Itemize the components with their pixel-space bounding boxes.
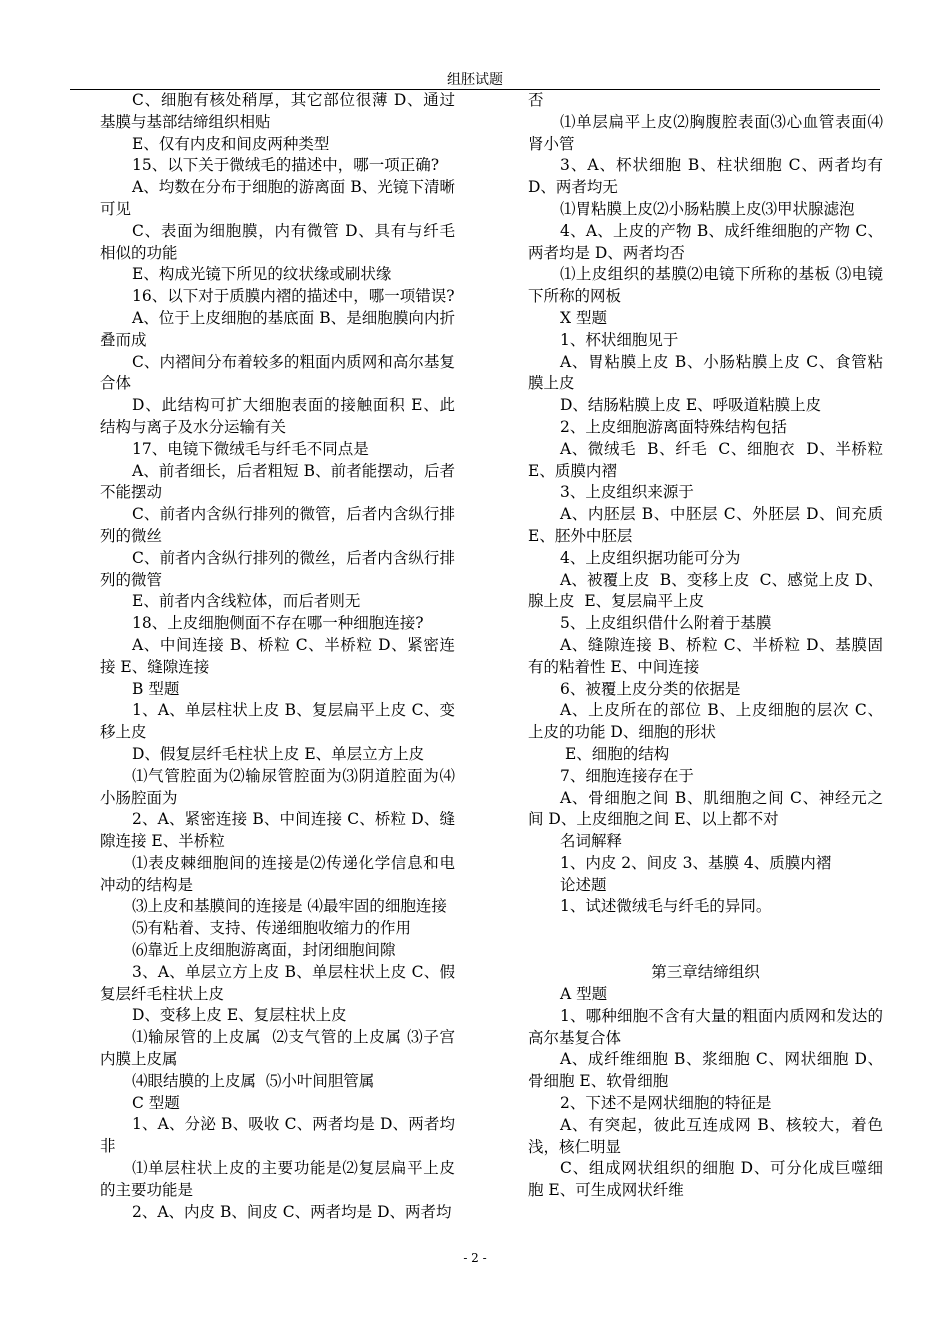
text-line: 15、以下关于微绒毛的描述中，哪一项正确?: [132, 156, 440, 175]
text-line: A、有突起，彼此互连成网 B、核较大，着色浅，核仁明显: [528, 1115, 883, 1156]
text-line: 论述题: [560, 875, 607, 894]
text-line: D、此结构可扩大细胞表面的接触面积 E、此结构与离子及水分运输有关: [100, 396, 455, 436]
text-line: 2、A、内皮 B、间皮 C、两者均是 D、两者均: [132, 1202, 452, 1221]
text-line: A、中间连接 B、桥粒 C、半桥粒 D、紧密连接 E、缝隙连接: [100, 635, 455, 676]
text-line: 4、上皮组织据功能可分为: [560, 548, 741, 567]
chapter-title: 第三章结缔组织: [651, 963, 760, 982]
text-line: ⑴单层扁平上皮⑵胸腹腔表面⑶心血管表面⑷肾小管: [528, 112, 883, 153]
text-line: D、变移上皮 E、复层柱状上皮: [132, 1006, 347, 1025]
text-line: 1、试述微绒毛与纤毛的异同。: [560, 897, 772, 916]
text-line: E、仅有内皮和间皮两种类型: [132, 134, 330, 153]
text-line: C、表面为细胞膜，内有微管 D、具有与纤毛相似的功能: [100, 221, 455, 262]
text-line: E、前者内含线粒体，而后者则无: [132, 592, 361, 611]
text-line: ⑴表皮棘细胞间的连接是⑵传递化学信息和电冲动的结构是: [100, 853, 455, 894]
text-line: B 型题: [132, 679, 180, 698]
text-line: ⑴输尿管的上皮属 ⑵支气管的上皮属 ⑶子宫内膜上皮属: [100, 1028, 455, 1069]
text-line: ⑸有粘着、支持、传递细胞收缩力的作用: [132, 919, 412, 938]
section-spacer: [528, 918, 883, 962]
text-line: ⑹靠近上皮细胞游离面，封闭细胞间隙: [132, 941, 396, 960]
text-line: 1、哪种细胞不含有大量的粗面内质网和发达的高尔基复合体: [528, 1006, 883, 1047]
text-line: E、细胞的结构: [560, 744, 670, 763]
text-line: ⑴上皮组织的基膜⑵电镜下所称的基板 ⑶电镜下所称的网板: [528, 265, 883, 306]
text-line: 名词解释: [560, 832, 623, 851]
text-line: 2、下述不是网状细胞的特征是: [560, 1094, 772, 1113]
text-line: X 型题: [560, 308, 607, 327]
text-line: C、前者内含纵行排列的微丝，后者内含纵行排列的微管: [100, 548, 455, 589]
left-column: [100, 90, 455, 1223]
text-line: A、上皮所在的部位 B、上皮细胞的层次 C、上皮的功能 D、细胞的形状: [528, 701, 883, 742]
text-line: C、内褶间分布着较多的粗面内质网和高尔基复合体: [100, 352, 455, 393]
text-line: A、胃粘膜上皮 B、小肠粘膜上皮 C、食管粘膜上皮: [528, 352, 883, 393]
text-line: 16、以下对于质膜内褶的描述中，哪一项错误?: [132, 287, 455, 306]
text-line: ⑴单层柱状上皮的主要功能是⑵复层扁平上皮的主要功能是: [100, 1159, 455, 1199]
text-line: 1、A、分泌 B、吸收 C、两者均是 D、两者均非: [100, 1115, 455, 1156]
text-line: 2、上皮细胞游离面特殊结构包括: [560, 417, 787, 436]
text-line: A、成纤维细胞 B、浆细胞 C、网状细胞 D、骨细胞 E、软骨细胞: [528, 1050, 883, 1091]
text-line: A、被覆上皮 B、变移上皮 C、感觉上皮 D、腺上皮 E、复层扁平上皮: [528, 570, 883, 611]
text-line: C 型题: [132, 1093, 180, 1112]
text-line: 1、内皮 2、间皮 3、基膜 4、质膜内褶: [560, 853, 832, 872]
text-line: C、前者内含纵行排列的微管，后者内含纵行排列的微丝: [100, 505, 455, 545]
text-line: E、构成光镜下所见的纹状缘或刷状缘: [132, 265, 392, 284]
text-line: A 型题: [560, 985, 608, 1004]
text-line: ⑷眼结膜的上皮属 ⑸小叶间胆管属: [132, 1071, 375, 1090]
text-line: C、细胞有核处稍厚，其它部位很薄 D、通过基膜与基部结缔组织相贴: [100, 91, 455, 131]
text-line: 18、上皮细胞侧面不存在哪一种细胞连接?: [132, 614, 424, 633]
page-header-title: 组胚试题: [447, 72, 503, 88]
text-line: 17、电镜下微绒毛与纤毛不同点是: [132, 439, 369, 458]
text-line: 1、A、单层柱状上皮 B、复层扁平上皮 C、变移上皮: [100, 701, 455, 742]
text-line: 3、上皮组织来源于: [560, 483, 694, 502]
text-line: 4、A、上皮的产物 B、成纤维细胞的产物 C、两者均是 D、两者均否: [528, 221, 883, 262]
text-line: 3、A、杯状细胞 B、柱状细胞 C、两者均有 D、两者均无: [528, 156, 888, 197]
text-line: 3、A、单层立方上皮 B、单层柱状上皮 C、假复层纤毛柱状上皮: [100, 962, 455, 1003]
text-line: 5、上皮组织借什么附着于基膜: [560, 614, 772, 633]
text-line: ⑶上皮和基膜间的连接是 ⑷最牢固的细胞连接: [132, 897, 447, 916]
text-line: D、结肠粘膜上皮 E、呼吸道粘膜上皮: [560, 396, 822, 415]
text-line: ⑴气管腔面为⑵输尿管腔面为⑶阴道腔面为⑷小肠腔面为: [100, 766, 455, 807]
text-line: 1、杯状细胞见于: [560, 330, 679, 349]
text-line: 6、被覆上皮分类的依据是: [560, 679, 741, 698]
text-line: A、位于上皮细胞的基底面 B、是细胞膜向内折叠而成: [100, 308, 455, 349]
text-line: 7、细胞连接存在于: [560, 766, 694, 785]
chapter3-questions: [528, 984, 883, 1202]
right-column-questions: [528, 90, 893, 918]
text-line: A、缝隙连接 B、桥粒 C、半桥粒 D、基膜固有的粘着性 E、中间连接: [528, 635, 883, 676]
text-line: ⑴胃粘膜上皮⑵小肠粘膜上皮⑶甲状腺滤泡: [560, 199, 855, 218]
page-number: - 2 -: [463, 1251, 487, 1265]
text-line: 否: [528, 91, 544, 109]
text-line: A、微绒毛 B、纤毛 C、细胞衣 D、半桥粒 E、质膜内褶: [528, 439, 893, 480]
right-column: [528, 90, 893, 1202]
text-line: A、内胚层 B、中胚层 C、外胚层 D、间充质 E、胚外中胚层: [528, 505, 888, 545]
text-line: D、假复层纤毛柱状上皮 E、单层立方上皮: [132, 744, 425, 763]
text-line: C、组成网状组织的细胞 D、可分化成巨噬细胞 E、可生成网状纤维: [528, 1159, 883, 1200]
text-line: A、骨细胞之间 B、肌细胞之间 C、神经元之间 D、上皮细胞之间 E、以上都不对: [528, 788, 883, 829]
text-line: 2、A、紧密连接 B、中间连接 C、桥粒 D、缝隙连接 E、半桥粒: [100, 810, 455, 851]
text-line: A、均数在分布于细胞的游离面 B、光镜下清晰可见: [100, 178, 455, 218]
text-line: A、前者细长，后者粗短 B、前者能摆动，后者不能摆动: [100, 461, 455, 502]
